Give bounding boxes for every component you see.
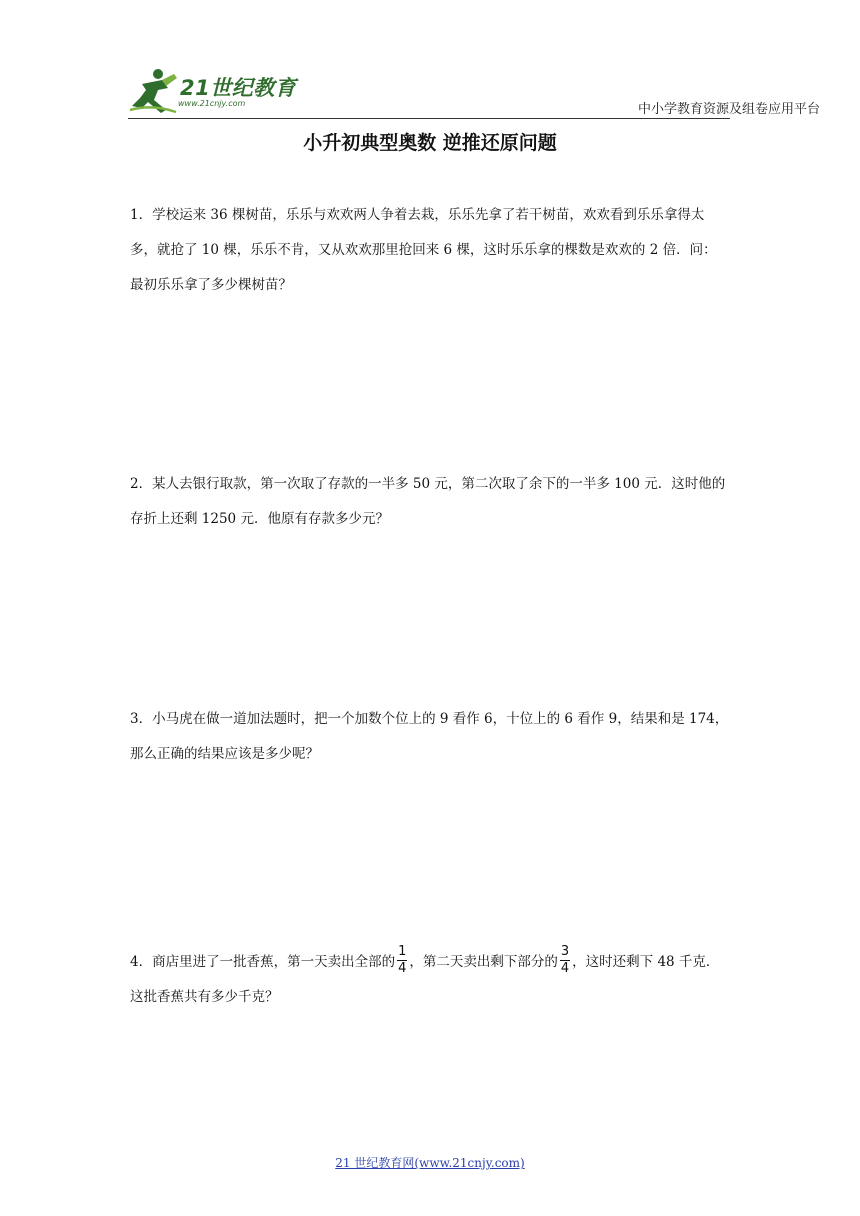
- question-4-part3: ，这时还剩下 48 千克．这批香蕉共有多少千克？: [130, 954, 720, 1005]
- platform-label: 中小学教育资源及组卷应用平台: [637, 102, 820, 117]
- logo-url: www.21cnjy.com: [178, 99, 246, 108]
- fraction-three-quarters: [560, 944, 570, 977]
- footer-link[interactable]: 21 世纪教育网(www.21cnjy.com): [335, 1156, 525, 1170]
- fraction-1-numerator: 1: [398, 944, 407, 959]
- header-divider: [128, 118, 730, 119]
- question-4-part2: ，第二天卖出剩下部分的: [409, 954, 558, 970]
- question-2: 2．某人去银行取款，第一次取了存款的一半多 50 元，第二次取了余下的一半多 100 元．这时他的存折上还剩 1250 元．他原有存款多少元？: [130, 476, 726, 527]
- question-4-part1: 4．商店里进了一批香蕉，第一天卖出全部的: [130, 954, 396, 970]
- fraction-2-denominator: 4: [560, 961, 570, 976]
- fraction-1-denominator: 4: [398, 961, 407, 976]
- logo-text: 21世纪教育: [180, 76, 297, 100]
- fraction-one-quarter: [397, 944, 407, 977]
- brand-logo: [128, 66, 308, 118]
- question-4: [130, 945, 730, 1015]
- fraction-2-numerator: 3: [560, 944, 570, 959]
- question-1: 1．学校运来 36 棵树苗，乐乐与欢欢两人争着去栽，乐乐先拿了若干树苗，欢欢看到乐乐拿得太多，就抢了 10 棵，乐乐不肯，又从欢欢那里抢回来 6 棵，这时乐乐拿的棵数是欢欢的 2 倍．问：最初乐乐拿了多少棵树苗？: [130, 207, 717, 293]
- question-3: 3．小马虎在做一道加法题时，把一个加数个位上的 9 看作 6，十位上的 6 看作 9，结果和是 174，那么正确的结果应该是多少呢？: [130, 711, 729, 762]
- page-title: 小升初典型奥数 逆推还原问题: [303, 132, 557, 154]
- runner-logo-icon: [128, 66, 180, 116]
